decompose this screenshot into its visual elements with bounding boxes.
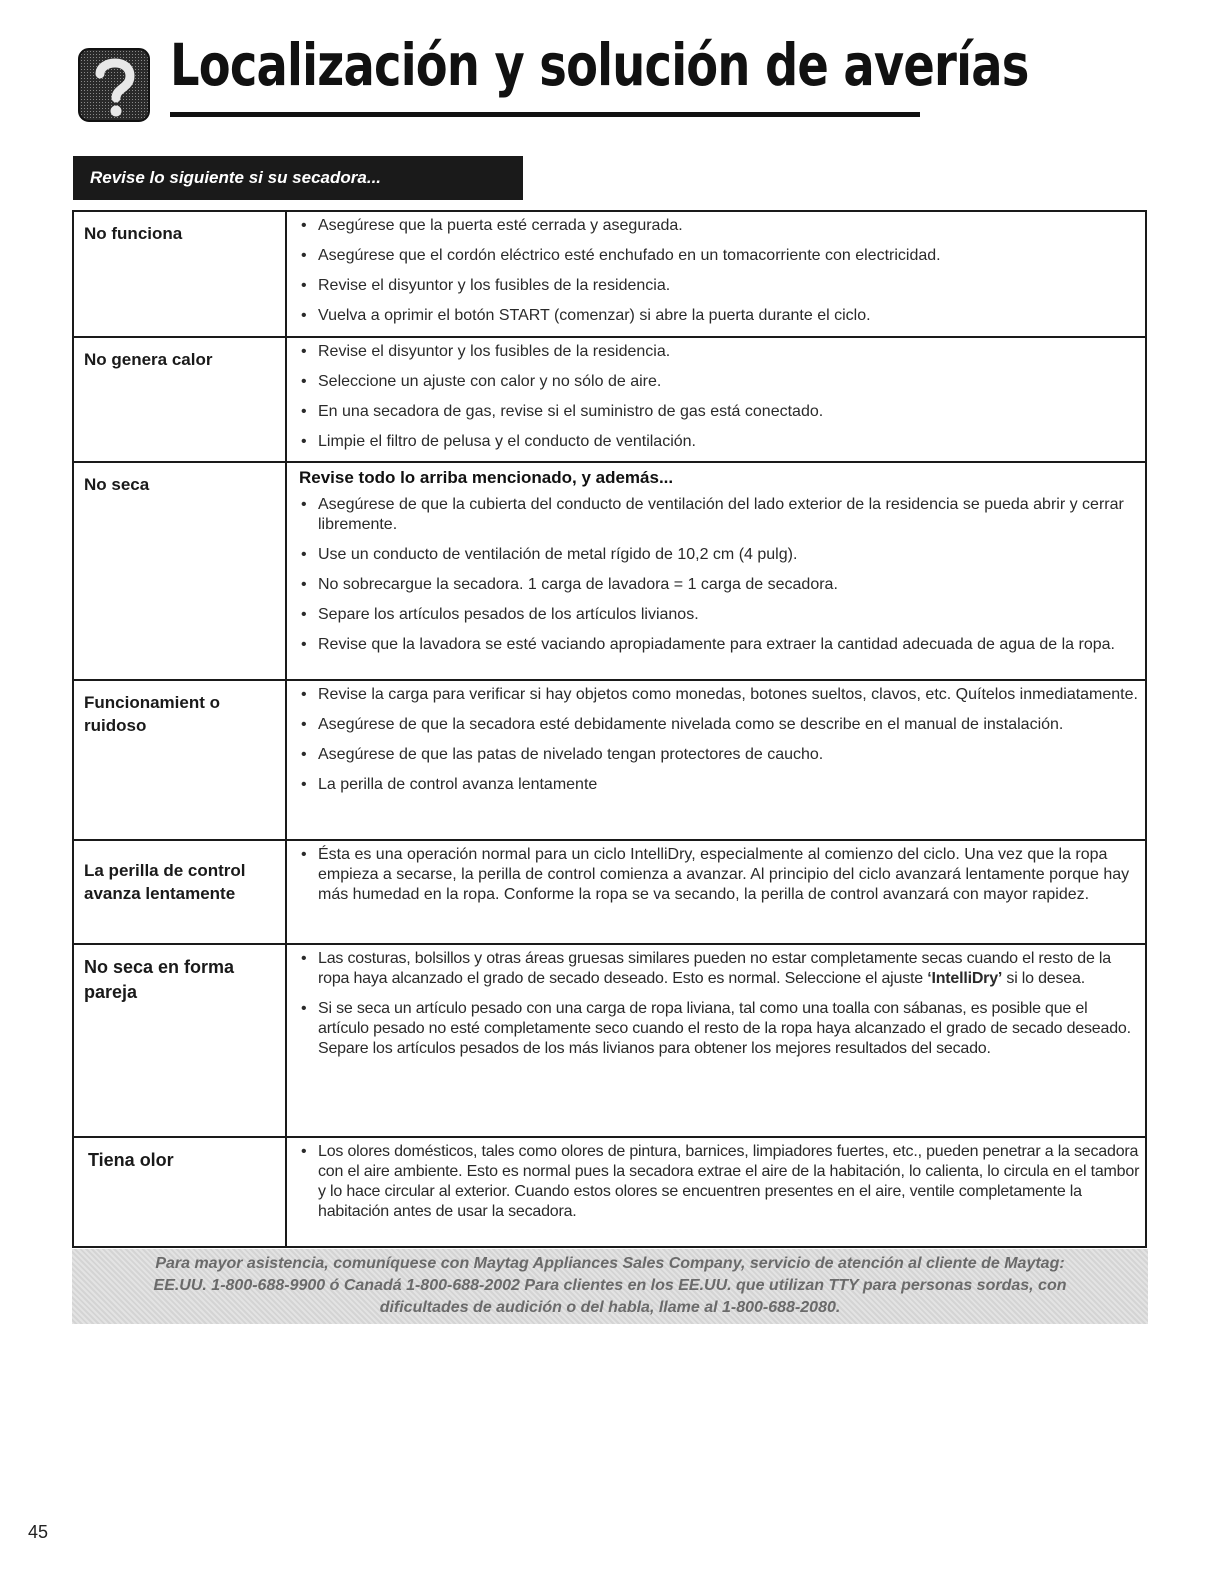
title-rule — [170, 112, 920, 117]
list-item: • Asegúrese de que las patas de nivelado tengan protectores de caucho. — [299, 745, 1141, 765]
list-item: • Asegúrese de que la cubierta del conducto de ventilación del lado exterior de la residencia se pueda abrir y cerrar libremente. — [299, 495, 1141, 535]
list-item: • Revise la carga para verificar si hay objetos como monedas, botones sueltos, clavos, etc. Quítelos inmediatamente. — [299, 685, 1141, 705]
problem-cell: Tiena olor — [73, 1137, 286, 1247]
problem-cell: No seca en forma pareja — [73, 944, 286, 1137]
contact-line: EE.UU. 1-800-688-9900 ó Canadá 1-800-688-2002 Para clientes en los EE.UU. que utilizan TTY para personas sordas, con — [153, 1277, 1067, 1294]
table-row — [73, 1137, 1146, 1247]
list-item: • Separe los artículos pesados de los artículos livianos. — [299, 605, 1141, 625]
table-row — [73, 840, 1146, 944]
problem-cell: Funcionamient o ruidoso — [73, 680, 286, 840]
list-item: • Asegúrese que la puerta esté cerrada y asegurada. — [299, 216, 1141, 236]
list-item: • No sobrecargue la secadora. 1 carga de lavadora = 1 carga de secadora. — [299, 575, 1141, 595]
solutions-cell — [286, 337, 1146, 462]
intellidry-setting: ‘IntelliDry’ — [927, 970, 1003, 987]
problem-cell: La perilla de control avanza lentamente — [73, 840, 286, 944]
list-item: • Revise el disyuntor y los fusibles de la residencia. — [299, 276, 1141, 296]
table-row — [73, 211, 1146, 337]
list-item: • Revise que la lavadora se esté vaciando apropiadamente para extraer la cantidad adecuada de agua de la ropa. — [299, 635, 1141, 655]
solutions-cell — [286, 840, 1146, 944]
solutions-cell — [286, 211, 1146, 337]
problem-cell: No genera calor — [73, 337, 286, 462]
question-mark-icon — [78, 48, 150, 122]
solutions-cell — [286, 1137, 1146, 1247]
page-title: Localización y solución de averías — [170, 31, 1029, 99]
table-row — [73, 680, 1146, 840]
solutions-cell — [286, 680, 1146, 840]
contact-line: Para mayor asistencia, comuníquese con Maytag Appliances Sales Company, servicio de atención al cliente de Maytag: — [155, 1255, 1065, 1272]
table-row — [73, 944, 1146, 1137]
list-item: • Asegúrese de que la secadora esté debidamente nivelada como se describe en el manual de instalación. — [299, 715, 1141, 735]
list-item: • Si se seca un artículo pesado con una carga de ropa liviana, tal como una toalla con sábanas, es posible que el artículo pesado no esté completamente seco cuando el resto de la ropa haya alcanzado el grado de secado deseado. Separe los artículos pesados de los más livianos para obtener los mejores resultados del secado. — [299, 999, 1141, 1059]
page-number: 45 — [28, 1522, 49, 1542]
contact-box — [72, 1249, 1148, 1324]
list-item: • Asegúrese que el cordón eléctrico esté enchufado en un tomacorriente con electricidad. — [299, 246, 1141, 266]
solutions-cell — [286, 944, 1146, 1137]
problem-cell: No seca — [73, 462, 286, 680]
list-item: • Los olores domésticos, tales como olores de pintura, barnices, limpiadores fuertes, etc., pueden penetrar a la secadora con el aire ambiente. Esto es normal pues la secadora extrae el aire de la habitación, lo calienta, lo circula en el tambor y lo hace circular al exterior. Cuando estos olores se encuentren presentes en el aire, ventile completamente la habitación antes de usar la secadora. — [299, 1142, 1141, 1222]
problem-cell: No funciona — [73, 211, 286, 337]
table-row — [73, 337, 1146, 462]
list-item — [299, 949, 1141, 989]
contact-line: dificultades de audición o del habla, llame al 1-800-688-2080. — [379, 1299, 841, 1316]
troubleshooting-table — [72, 210, 1147, 1248]
list-item: • Ésta es una operación normal para un ciclo IntelliDry, especialmente al comienzo del ciclo. Una vez que la ropa empieza a secarse, la perilla de control comienza a avanzar. Al principio del ciclo avanzará lentamente porque hay más humedad en la ropa. Conforme la ropa se va secando, la perilla de control avanzará con mayor rapidez. — [299, 845, 1141, 905]
list-item: • Limpie el filtro de pelusa y el conducto de ventilación. — [299, 432, 1141, 452]
solutions-cell — [286, 462, 1146, 680]
lead-text: Revise todo lo arriba mencionado, y además... — [299, 468, 674, 487]
list-item: • Use un conducto de ventilación de metal rígido de 10,2 cm (4 pulg). — [299, 545, 1141, 565]
list-item: • Seleccione un ajuste con calor y no sólo de aire. — [299, 372, 1141, 392]
table-row — [73, 462, 1146, 680]
list-item: • En una secadora de gas, revise si el suministro de gas está conectado. — [299, 402, 1141, 422]
list-item: • Vuelva a oprimir el botón START (comenzar) si abre la puerta durante el ciclo. — [299, 306, 1141, 326]
list-item: • La perilla de control avanza lentamente — [299, 775, 1141, 795]
item-text: si lo desea. — [1002, 970, 1085, 987]
item-text: Las costuras, bolsillos y otras áreas gruesas similares pueden no estar completamente secas cuando el resto de la ropa haya alcanzado el grado de secado deseado. Esto es normal. Seleccione el ajuste — [318, 950, 1111, 987]
list-item: • Revise el disyuntor y los fusibles de la residencia. — [299, 342, 1141, 362]
section-banner: Revise lo siguiente si su secadora... — [73, 156, 523, 200]
